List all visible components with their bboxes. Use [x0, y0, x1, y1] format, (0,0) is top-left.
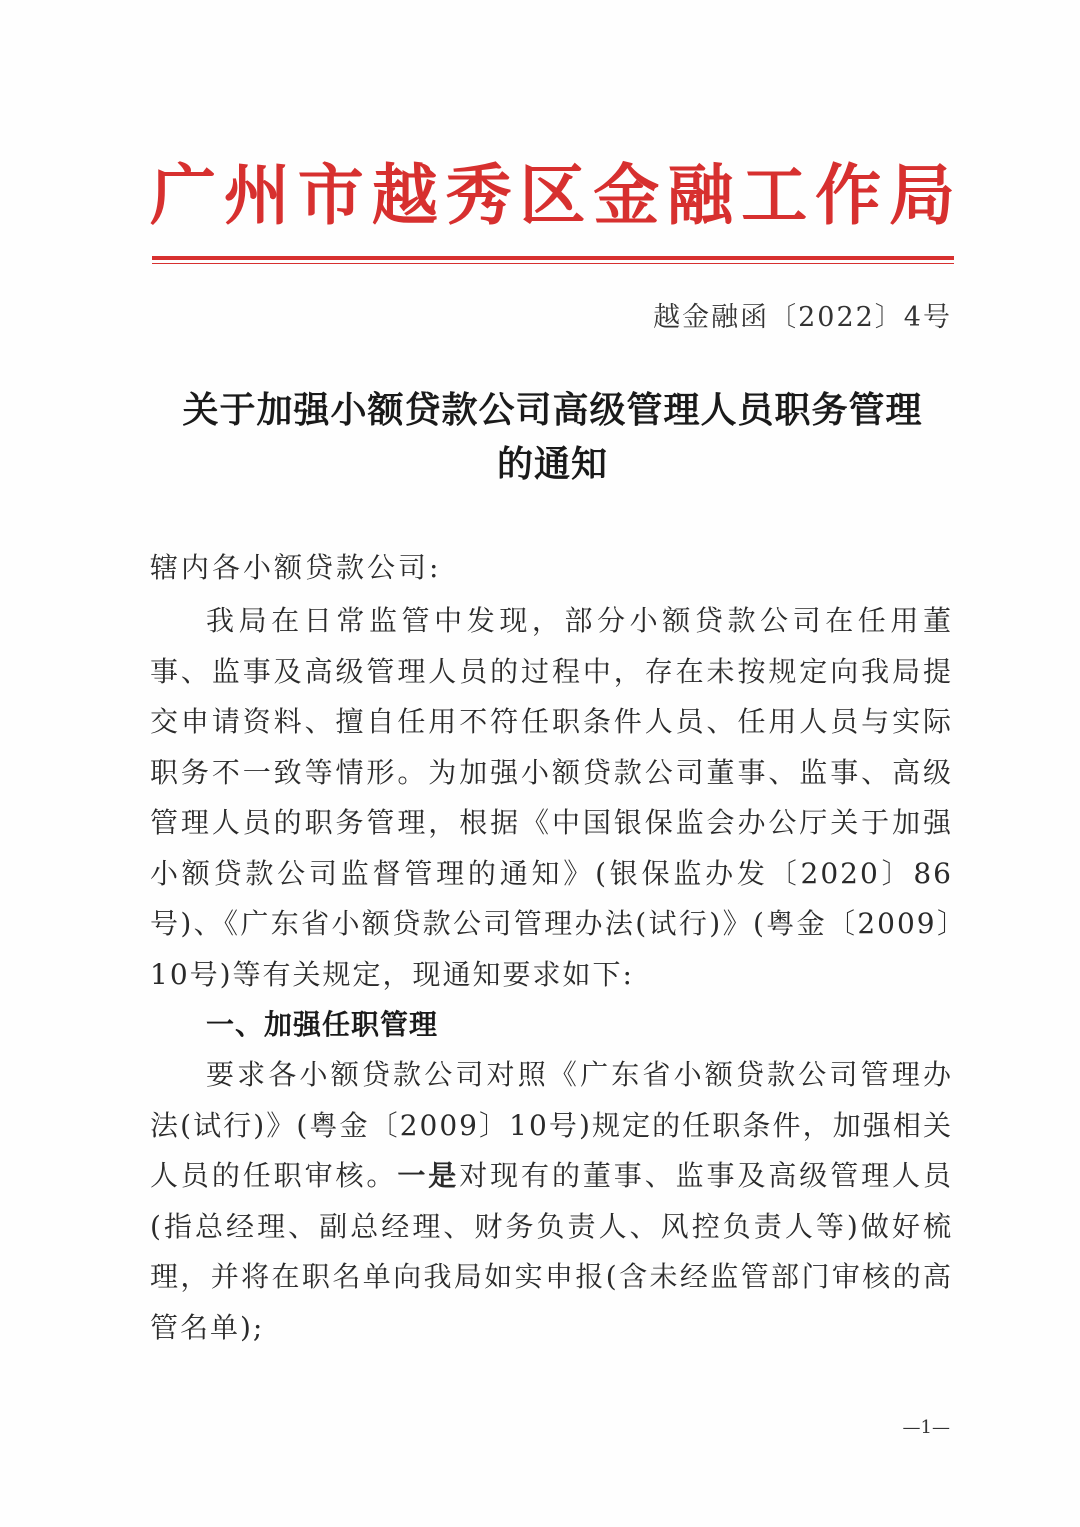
- document-title-line-1: 关于加强小额贷款公司高级管理人员职务管理: [182, 390, 923, 431]
- emphasis-text: 一是: [397, 1159, 460, 1192]
- document-title: [150, 384, 955, 492]
- document-title-line-2: 的通知: [496, 444, 608, 485]
- issuing-authority-masthead: 广州市越秀区金融工作局: [150, 156, 955, 234]
- page-number: —1—: [902, 1417, 950, 1438]
- document-number: 越金融函〔2022〕4号: [653, 302, 952, 333]
- red-separator-line: [152, 256, 954, 260]
- body-paragraph-section-1: [150, 1050, 953, 1353]
- paragraph-text: 要求各小额贷款公司对照《广东省小额贷款公司管理办法(试行)》(粤金〔2009〕10号)规定的任职条件，加强相关人员的任职审核。: [150, 1058, 953, 1192]
- addressee: 辖内各小额贷款公司:: [150, 551, 442, 584]
- red-separator-line-thin: [152, 263, 954, 264]
- section-heading-1: 一、加强任职管理: [206, 1008, 439, 1041]
- body-paragraph-intro: 我局在日常监管中发现，部分小额贷款公司在任用董事、监事及高级管理人员的过程中，存在未按规定向我局提交申请资料、擅自任用不符任职条件人员、任用人员与实际职务不一致等情形。为加强小额贷款公司董事、监事、高级管理人员的职务管理，根据《中国银保监会办公厅关于加强小额贷款公司监督管理的通知》(银保监办发〔2020〕86号)、《广东省小额贷款公司管理办法(试行)》(粤金〔2009〕10号)等有关规定，现通知要求如下:: [150, 604, 953, 991]
- paragraph-text-continued: 对现有的董事、监事及高级管理人员(指总经理、副总经理、财务负责人、风控负责人等)做好梳理，并将在职名单向我局如实申报(含未经监管部门审核的高管名单);: [150, 1159, 953, 1344]
